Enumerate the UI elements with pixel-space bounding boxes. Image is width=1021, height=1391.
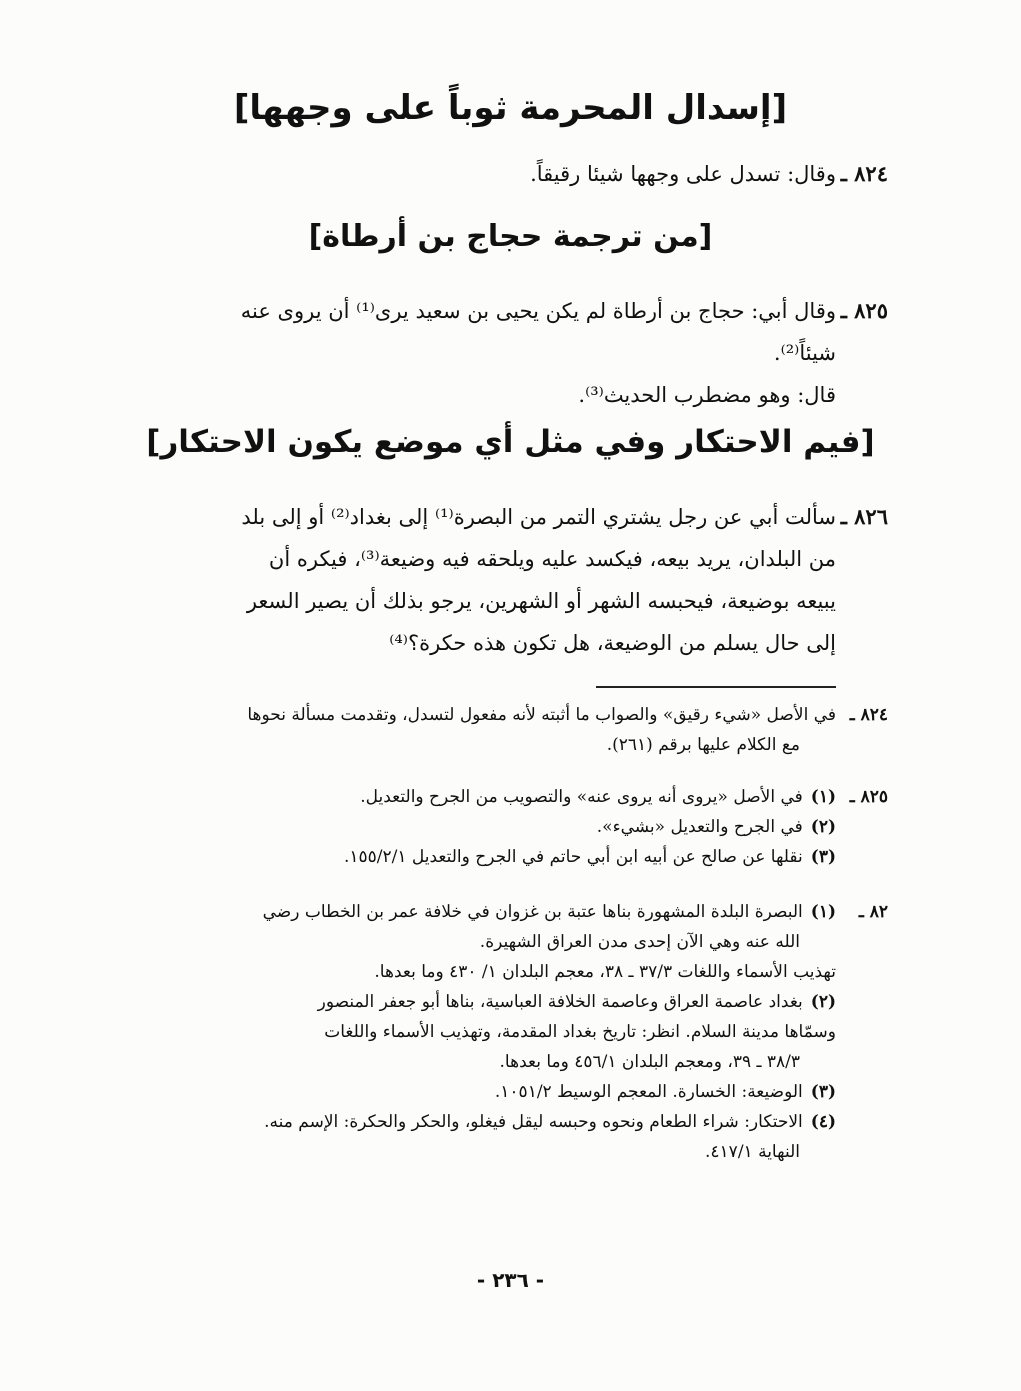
paragraph-line: إلى حال يسلم من الوضيعة، هل تكون هذه حكرة؟⁽⁴⁾ bbox=[389, 631, 836, 655]
issue-number: ٨٢٦ ـ bbox=[840, 504, 888, 529]
footnote-line bbox=[124, 812, 836, 842]
paragraph-826 bbox=[126, 496, 888, 664]
footnote-mark: (٣) bbox=[810, 1082, 836, 1102]
footnote-number: ٨٢ ـ bbox=[858, 902, 888, 922]
footnote-text: في الجرح والتعديل «بشيء». bbox=[596, 817, 803, 837]
footnote-line bbox=[124, 1077, 836, 1107]
footnote-line bbox=[124, 897, 836, 927]
footnote-line: وسمّاها مدينة السلام. انظر: تاريخ بغداد المقدمة، وتهذيب الأسماء واللغات bbox=[324, 1022, 836, 1042]
footnote-825 bbox=[124, 782, 888, 872]
footnote-824 bbox=[124, 700, 888, 760]
footnote-mark: (٢) bbox=[810, 817, 836, 837]
footnote-mark: (٤) bbox=[810, 1112, 836, 1132]
footnote-mark: (١) bbox=[810, 787, 836, 807]
footnote-line: مع الكلام عليها برقم (٢٦١). bbox=[606, 735, 800, 755]
footnote-line: في الأصل «شيء رقيق» والصواب ما أثبته لأنه مفعول لتسدل، وتقدمت مسألة نحوها bbox=[247, 705, 836, 725]
footnote-line bbox=[124, 987, 836, 1017]
paragraph-line: سألت أبي عن رجل يشتري التمر من البصرة⁽¹⁾ إلى بغداد⁽²⁾ أو إلى بلد bbox=[241, 505, 836, 529]
footnote-text: الاحتكار: شراء الطعام ونحوه وحبسه ليقل فيغلو، والحكر والحكرة: الإسم منه. bbox=[264, 1112, 803, 1132]
paragraph-line: يبيعه بوضيعة، فيحبسه الشهر أو الشهرين، يرجو بذلك أن يصير السعر bbox=[246, 589, 836, 613]
footnote-text: نقلها عن صالح عن أبيه ابن أبي حاتم في الجرح والتعديل ١٥٥/٢/١. bbox=[343, 847, 803, 867]
section-heading-hajjaj: [من ترجمة حجاج بن أرطاة] bbox=[308, 219, 713, 254]
footnote-text: الوضيعة: الخسارة. المعجم الوسيط ١٠٥١/٢. bbox=[494, 1082, 803, 1102]
footnote-separator bbox=[596, 686, 836, 688]
footnote-line bbox=[124, 842, 836, 872]
footnote-text: في الأصل «يروى أنه يروى عنه» والتصويب من الجرح والتعديل. bbox=[360, 787, 803, 807]
footnote-line: تهذيب الأسماء واللغات ٣٧/٣ ـ ٣٨، معجم البلدان ١/ ٤٣٠ وما بعدها. bbox=[374, 962, 836, 982]
paragraph-line: وقال: تسدل على وجهها شيئا رقيقاً. bbox=[530, 162, 836, 186]
footnote-number: ٨٢٥ ـ bbox=[849, 787, 888, 807]
footnote-line: النهاية ٤١٧/١. bbox=[705, 1142, 800, 1162]
paragraph-line: وقال أبي: حجاج بن أرطاة لم يكن يحيى بن سعيد يرى⁽¹⁾ أن يروى عنه bbox=[240, 299, 836, 323]
section-heading-veiling: [إسدال المحرمة ثوباً على وجهها] bbox=[233, 88, 788, 128]
page-number: - ٢٣٦ - bbox=[476, 1268, 545, 1292]
footnote-number: ٨٢٤ ـ bbox=[849, 705, 888, 725]
footnote-text: البصرة البلدة المشهورة بناها عتبة بن غزوان في خلافة عمر بن الخطاب رضي bbox=[262, 902, 803, 922]
section-heading-hoarding: [فيم الاحتكار وفي مثل أي موضع يكون الاحتكار] bbox=[146, 424, 875, 460]
paragraph-825 bbox=[126, 290, 888, 416]
paragraph-824 bbox=[126, 153, 888, 195]
footnote-text: بغداد عاصمة العراق وعاصمة الخلافة العباسية، بناها أبو جعفر المنصور bbox=[317, 992, 803, 1012]
footnote-826 bbox=[124, 897, 888, 1167]
footnote-line bbox=[124, 782, 836, 812]
issue-number: ٨٢٤ ـ bbox=[840, 161, 888, 186]
issue-number: ٨٢٥ ـ bbox=[840, 298, 888, 323]
footnote-mark: (١) bbox=[810, 902, 836, 922]
footnote-line: الله عنه وهي الآن إحدى مدن العراق الشهيرة. bbox=[479, 932, 800, 952]
footnote-line bbox=[124, 1107, 836, 1137]
paragraph-line: قال: وهو مضطرب الحديث⁽³⁾. bbox=[578, 383, 836, 407]
paragraph-line: شيئاً⁽²⁾. bbox=[773, 341, 836, 365]
footnote-mark: (٢) bbox=[810, 992, 836, 1012]
paragraph-line: من البلدان، يريد بيعه، فيكسد عليه ويلحقه فيه وضيعة⁽³⁾، فيكره أن bbox=[268, 547, 836, 571]
footnote-line: ٣٨/٣ ـ ٣٩، ومعجم البلدان ٤٥٦/١ وما بعدها. bbox=[499, 1052, 800, 1072]
footnote-mark: (٣) bbox=[810, 847, 836, 867]
